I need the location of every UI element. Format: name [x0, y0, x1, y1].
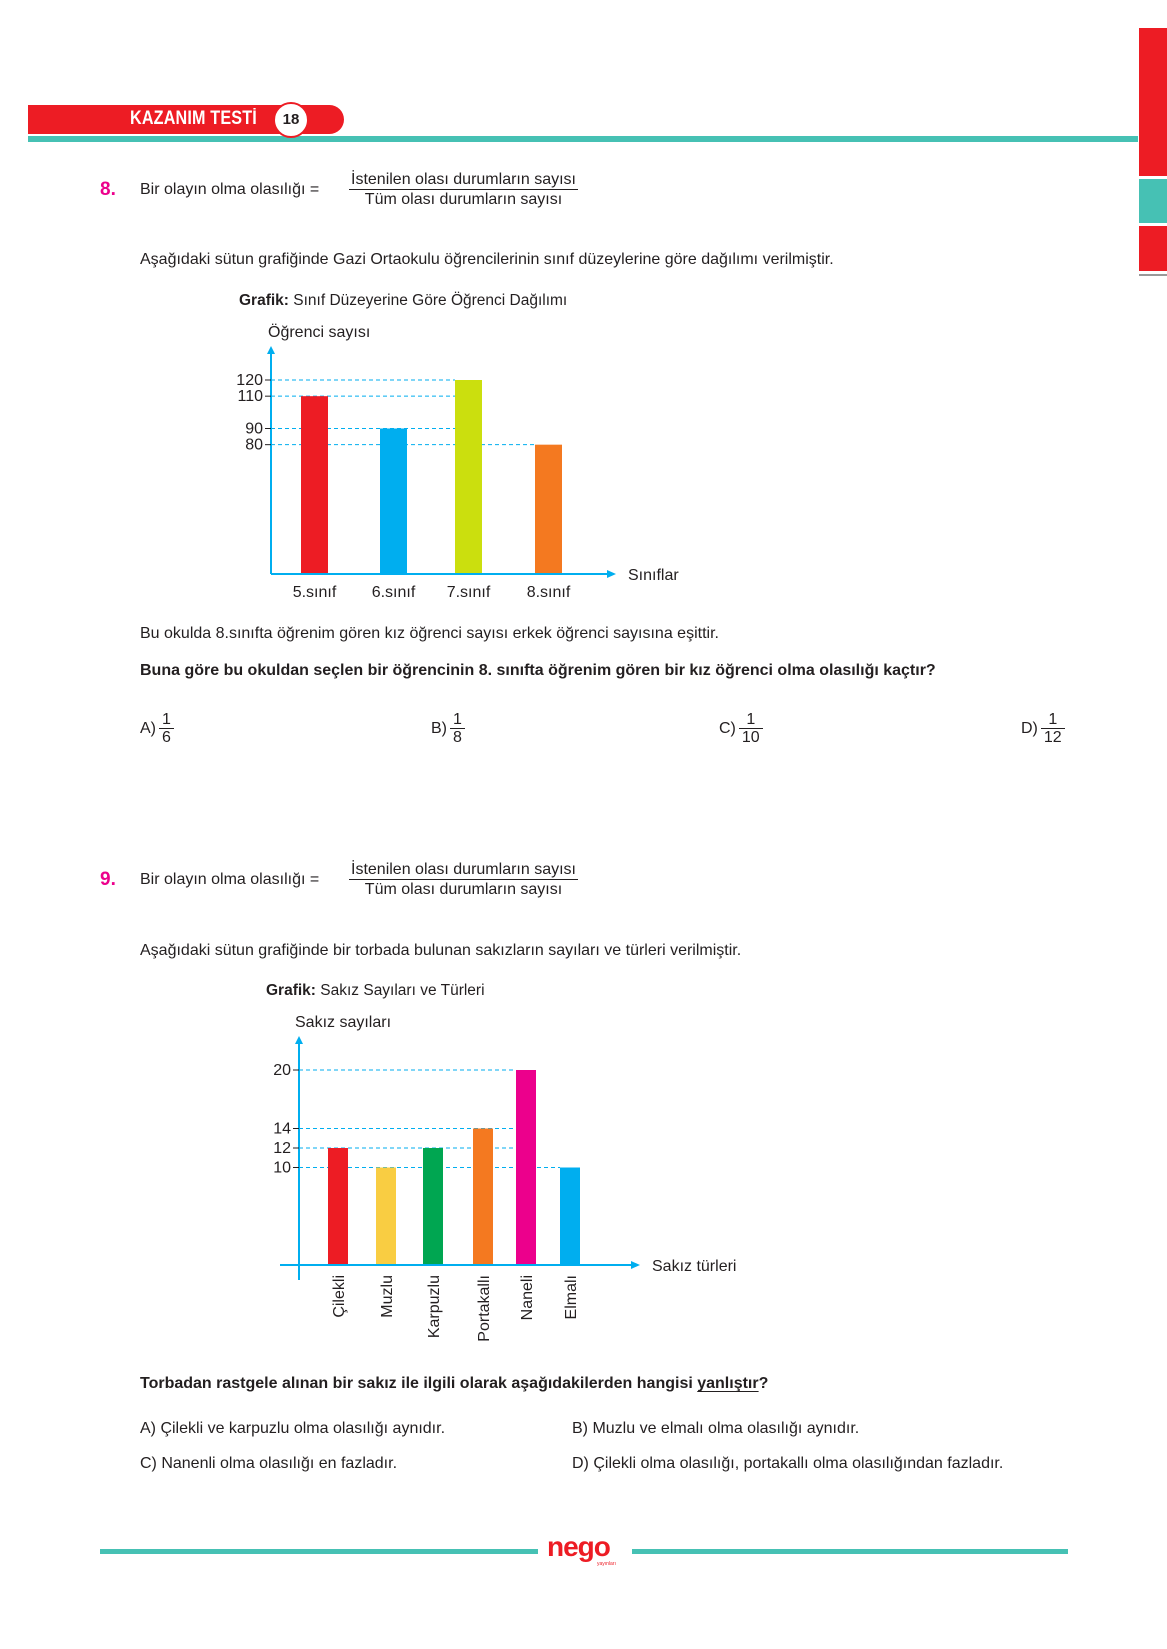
y-tick-label: 80: [245, 436, 263, 454]
y-tick-label: 90: [245, 420, 263, 438]
question-9-number: 9.: [100, 869, 116, 890]
q9-question-emphasis: yanlıştır: [697, 1375, 759, 1392]
q9-option-c[interactable]: C) Nanenli olma olasılığı en fazladır.: [140, 1455, 398, 1472]
q8-question: Buna göre bu okuldan seçlen bir öğrencinin 8. sınıfta öğrenim gören bir kız öğrenci olma olasılığı kaçtır?: [140, 662, 936, 679]
publisher-logo-subtext: yayınları: [597, 1561, 616, 1567]
y-axis-arrow: [295, 1036, 303, 1044]
q8-intro: Aşağıdaki sütun grafiğinde Gazi Ortaokulu öğrencilerinin sınıf düzeylerine göre dağılımı verilmiştir.: [140, 251, 834, 268]
option-letter: D): [1021, 719, 1038, 737]
bar-Muzlu: [376, 1168, 396, 1266]
option-denominator: 12: [1043, 729, 1062, 746]
bar-Naneli: [516, 1070, 536, 1265]
option-denominator: 6: [162, 729, 171, 746]
option-denominator: 10: [741, 729, 760, 746]
option-letter: C): [719, 719, 736, 737]
q8-info: Bu okulda 8.sınıfta öğrenim gören kız öğrenci sayısı erkek öğrenci sayısına eşittir.: [140, 625, 719, 642]
option-letter: B): [431, 719, 447, 737]
q9-intro: Aşağıdaki sütun grafiğinde bir torbada bulunan sakızların sayıları ve türleri verilmiştir.: [140, 942, 742, 959]
y-axis-label: Öğrenci sayısı: [268, 324, 371, 341]
q8-formula-lhs: Bir olayın olma olasılığı =: [140, 181, 320, 198]
y-axis-label: Sakız sayıları: [295, 1014, 392, 1031]
x-tick-label: 6.sınıf: [371, 584, 416, 601]
x-tick-label: 5.sınıf: [292, 584, 337, 601]
option-numerator: 1: [159, 711, 174, 729]
test-number-badge: 18: [273, 102, 309, 138]
bar-Çilekli: [328, 1148, 348, 1265]
chart2-title-prefix: Grafik:: [266, 982, 316, 999]
chart1-title-prefix: Grafik:: [239, 292, 289, 309]
x-axis-arrow: [631, 1261, 640, 1269]
x-tick-label: Muzlu: [379, 1275, 396, 1318]
q8-formula-denominator: Tüm olası durumların sayısı: [364, 191, 563, 208]
x-tick-label: Çilekli: [331, 1275, 348, 1318]
q9-option-a[interactable]: A) Çilekli ve karpuzlu olma olasılığı aynıdır.: [140, 1420, 446, 1437]
y-tick-label: 120: [236, 372, 263, 389]
q9-option-b[interactable]: B) Muzlu ve elmalı olma olasılığı aynıdır.: [572, 1420, 860, 1437]
x-tick-label: Elmalı: [563, 1275, 580, 1320]
q9-question-text: Torbadan rastgele alınan bir sakız ile ilgili olarak aşağıdakilerden hangisi: [140, 1375, 698, 1392]
y-tick-label: 14: [273, 1120, 291, 1138]
y-tick-label: 10: [273, 1159, 291, 1177]
q9-formula-lhs: Bir olayın olma olasılığı =: [140, 871, 320, 888]
question-8-number: 8.: [100, 179, 116, 200]
option-letter: A): [140, 719, 156, 737]
y-tick-label: 110: [237, 388, 263, 406]
option-denominator: 8: [453, 729, 462, 746]
publisher-logo-text: nego: [547, 1531, 610, 1562]
option-numerator: 1: [1041, 711, 1065, 729]
q9-option-d[interactable]: D) Çilekli olma olasılığı, portakallı olma olasılığından fazladır.: [572, 1455, 1004, 1472]
x-tick-label: Portakallı: [476, 1275, 493, 1342]
y-tick-label: 12: [273, 1140, 291, 1157]
q8-formula-numerator: İstenilen olası durumların sayısı: [351, 171, 576, 188]
x-axis-label: Sınıflar: [628, 567, 679, 584]
x-tick-label: Karpuzlu: [426, 1275, 443, 1339]
x-tick-label: 7.sınıf: [446, 584, 491, 601]
option-numerator: 1: [450, 711, 465, 729]
chart1-title-text: Sınıf Düzeyerine Göre Öğrenci Dağılımı: [293, 292, 568, 309]
x-tick-label: 8.sınıf: [526, 584, 571, 601]
chart2-title-text: Sakız Sayıları ve Türleri: [320, 982, 485, 999]
bar-Karpuzlu: [423, 1148, 443, 1265]
x-tick-label: Naneli: [519, 1275, 536, 1321]
bar-Portakallı: [473, 1129, 493, 1266]
x-axis-label: Sakız türleri: [652, 1258, 737, 1275]
header-title: KAZANIM TESTİ: [130, 108, 257, 129]
option-numerator: 1: [739, 711, 763, 729]
y-tick-label: 20: [273, 1062, 291, 1079]
q9-formula-numerator: İstenilen olası durumların sayısı: [351, 861, 576, 878]
q9-formula-denominator: Tüm olası durumların sayısı: [364, 881, 563, 898]
q9-question-mark: ?: [758, 1375, 769, 1392]
bar-Elmalı: [560, 1168, 580, 1266]
